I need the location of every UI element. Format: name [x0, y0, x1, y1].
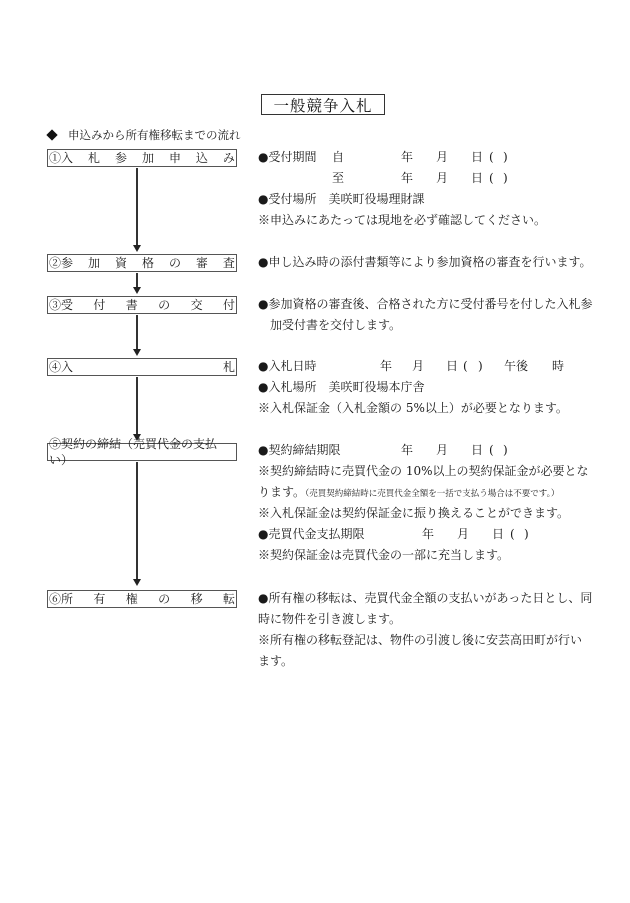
step-label-char: 有 — [93, 592, 106, 606]
paren-close: ) — [503, 443, 508, 457]
year-label: 年 — [401, 150, 414, 164]
day-label: 日 — [446, 359, 459, 373]
step-label-char: ④入 — [49, 360, 74, 374]
title-text: 一般競争入札 — [273, 96, 373, 115]
flow-arrow-down-icon — [136, 315, 138, 350]
contract-deadline-row — [258, 440, 598, 461]
step-label-char: 格 — [141, 256, 154, 270]
step-label-char: 資 — [114, 256, 127, 270]
reception-period-from-row — [258, 147, 598, 168]
step-label-char: ③受 — [49, 298, 74, 312]
bid-place: ●入札場所 美咲町役場本庁舎 — [258, 380, 425, 394]
step-label-char: 加 — [141, 151, 154, 165]
step-label-char: 査 — [222, 256, 235, 270]
contract-deposit-note-1: ※契約締結時に売買代金の 10%以上の契約保証金が必要とな — [258, 464, 589, 478]
month-label: 月 — [436, 150, 449, 164]
step-label-char: ②参 — [49, 256, 74, 270]
step-1-description — [258, 147, 598, 231]
document-title — [261, 94, 385, 115]
step-4-description — [258, 356, 598, 419]
from-label: 自 — [332, 150, 345, 164]
step-5-box — [47, 437, 237, 467]
reception-place: ●受付場所 美咲町役場理財課 — [258, 192, 425, 206]
year-label: 年 — [380, 359, 393, 373]
flow-arrow-down-icon — [136, 168, 138, 246]
bid-datetime-label: ●入札日時 — [258, 359, 317, 373]
step-label-char: 転 — [222, 592, 235, 606]
day-label: 日 — [471, 171, 484, 185]
step-label-char: 書 — [125, 298, 138, 312]
step-1-box — [47, 149, 237, 167]
step-4-box — [47, 358, 237, 376]
paren-open: ( — [489, 150, 494, 164]
day-label: 日 — [471, 150, 484, 164]
paren-open: ( — [489, 443, 494, 457]
step-5-description — [258, 440, 598, 566]
flow-arrow-down-icon — [136, 377, 138, 435]
step-label-char: 札 — [222, 360, 235, 374]
step-label-char: 加 — [87, 256, 100, 270]
step-label-char: 申 — [168, 151, 181, 165]
step-label-char: 審 — [195, 256, 208, 270]
flow-arrow-down-icon — [136, 273, 138, 288]
step-label-char: み — [222, 151, 235, 165]
step-label-char: 交 — [190, 298, 203, 312]
to-label: 至 — [332, 171, 345, 185]
step-label-char: 込 — [195, 151, 208, 165]
registration-note-2: ます。 — [258, 654, 294, 668]
deposit-transfer-note: ※入札保証金は契約保証金に振り換えることができます。 — [258, 506, 570, 520]
registration-note-1: ※所有権の移転登記は、物件の引渡し後に安芸高田町が行い — [258, 633, 583, 647]
day-label: 日 — [492, 527, 505, 541]
contract-deadline-label: ●契約締結期限 — [258, 443, 341, 457]
payment-deadline-row — [258, 524, 598, 545]
paren-close: ) — [478, 359, 483, 373]
step-label-char: 札 — [87, 151, 100, 165]
receipt-text-1: ●参加資格の審査後、合格された方に受付番号を付した入札参 — [258, 297, 593, 311]
month-label: 月 — [436, 443, 449, 457]
month-label: 月 — [412, 359, 425, 373]
step-6-description — [258, 588, 598, 672]
step-3-description — [258, 294, 598, 336]
year-label: 年 — [401, 171, 414, 185]
day-label: 日 — [471, 443, 484, 457]
note-main-text: ります。 — [258, 485, 306, 499]
flow-header — [47, 127, 241, 143]
contract-deposit-note-2 — [258, 482, 598, 503]
year-label: 年 — [401, 443, 414, 457]
step-2-description — [258, 252, 598, 273]
step-label-char: 付 — [93, 298, 106, 312]
step-6-box — [47, 590, 237, 608]
flow-arrow-down-icon — [136, 462, 138, 580]
diamond-bullet-icon — [46, 129, 57, 140]
paren-close: ) — [503, 150, 508, 164]
step-label-char: 参 — [114, 151, 127, 165]
flow-header-text: 申込みから所有権移転までの流れ — [68, 128, 241, 142]
ownership-transfer-text-1: ●所有権の移転は、売買代金全額の支払いがあった日とし、同 — [258, 591, 593, 605]
payment-deadline-label: ●売買代金支払期限 — [258, 527, 365, 541]
period-label: ●受付期間 — [258, 150, 317, 164]
paren-open: ( — [463, 359, 468, 373]
bid-deposit-note: ※入札保証金（入札金額の 5%以上）が必要となります。 — [258, 401, 568, 415]
step-label-char: の — [158, 592, 171, 606]
paren-close: ) — [524, 527, 529, 541]
site-check-note: ※申込みにあたっては現地を必ず確認してください。 — [258, 213, 547, 227]
step-3-box — [47, 296, 237, 314]
deposit-appropriation-note: ※契約保証金は売買代金の一部に充当します。 — [258, 548, 510, 562]
paren-open: ( — [489, 171, 494, 185]
pm-label: 午後 — [504, 359, 529, 373]
bid-datetime-row — [258, 356, 598, 377]
step-label-char: の — [158, 298, 171, 312]
paren-close: ) — [503, 171, 508, 185]
month-label: 月 — [436, 171, 449, 185]
month-label: 月 — [457, 527, 470, 541]
receipt-text-2: 加受付書を交付します。 — [270, 318, 402, 332]
reception-period-to-row — [258, 168, 598, 189]
step-label: ⑤契約の締結（売買代金の支払い） — [49, 437, 218, 467]
ownership-transfer-text-2: 時に物件を引き渡します。 — [258, 612, 402, 626]
step-2-box — [47, 254, 237, 272]
year-label: 年 — [422, 527, 435, 541]
step-label-char: の — [168, 256, 181, 270]
step-label-char: 移 — [190, 592, 203, 606]
paren-open: ( — [510, 527, 515, 541]
step-label-char: ①入 — [49, 151, 74, 165]
hour-label: 時 — [552, 359, 565, 373]
note-small-text: （売買契約締結時に売買代金全額を一括で支払う場合は不要です。） — [305, 489, 560, 499]
step-label-char: 権 — [125, 592, 138, 606]
step-label-char: ⑥所 — [49, 592, 74, 606]
step-label-char: 付 — [222, 298, 235, 312]
qualification-review-text: ●申し込み時の添付書類等により参加資格の審査を行います。 — [258, 255, 592, 269]
